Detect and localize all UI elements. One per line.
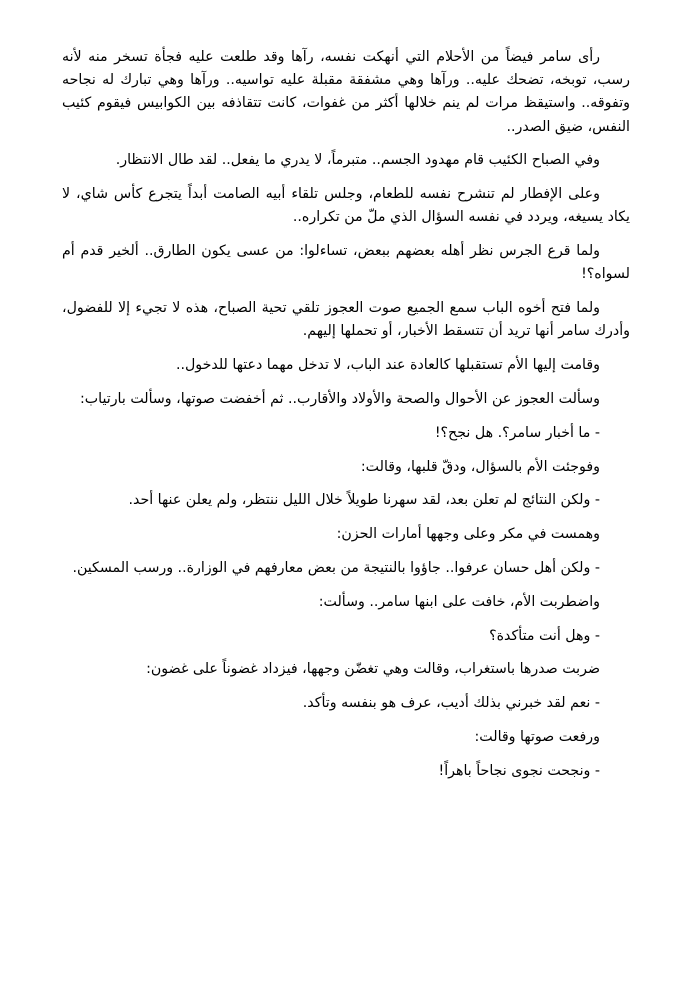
narration-line-1: وفوجئت الأم بالسؤال، ودقّ قلبها، وقالت: (360, 458, 600, 475)
paragraph-4: ولما قرع الجرس نظر أهله بعضهم ببعض، تساءلوا: من عسى يكون الطارق.. ألخير قدم أم لسواه؟! (62, 243, 630, 283)
dialogue-line-2: - ولكن النتائج لم تعلن بعد، لقد سهرنا طويلاً خلال الليل ننتظر، ولم يعلن عنها أحد. (128, 492, 600, 509)
paragraph-5: ولما فتح أخوه الباب سمع الجميع صوت العجوز تلقي تحية الصباح، هذه لا تجيء إلا للفضول، وأدرك سامر أنها تريد أن تتسقط الأخبار، أو تحملها إليهم. (62, 300, 630, 340)
dialogue-line-4: - وهل أنت متأكدة؟ (489, 627, 600, 644)
dialogue-line-3: - ولكن أهل حسان عرفوا.. جاؤوا بالنتيجة من بعض معارفهم في الوزارة.. ورسب المسكين. (72, 559, 600, 576)
paragraph-3: وعلى الإفطار لم تنشرح نفسه للطعام، وجلس تلقاء أبيه الصامت أبداً يتجرع كأس شاي، لا يكاد يسيغه، ويردد في نفسه السؤال الذي ملّ من تكراره.. (62, 186, 630, 226)
dialogue-line-6: - ونجحت نجوى نجاحاً باهراً! (438, 762, 600, 779)
narration-line-5: ورفعت صوتها وقالت: (474, 728, 600, 745)
dialogue-line-5: - نعم لقد خبرني بذلك أديب، عرف هو بنفسه وتأكد. (302, 695, 600, 712)
narration-line-2: وهمست في مكر وعلى وجهها أمارات الحزن: (336, 526, 600, 543)
paragraph-7: وسألت العجوز عن الأحوال والصحة والأولاد والأقارب.. ثم أخفضت صوتها، وسألت بارتياب: (80, 391, 600, 407)
paragraph-6: وقامت إليها الأم تستقبلها كالعادة عند الباب، لا تدخل مهما دعتها للدخول.. (175, 357, 600, 374)
dialogue-line-1: - ما أخبار سامر؟. هل نجح؟! (434, 424, 600, 441)
paragraph-1: رأى سامر فيضاً من الأحلام التي أنهكت نفسه، رآها وقد طلعت عليه فجأة تسخر منه لأنه رسب، توبخه، تضحك عليه.. ورآها وهي مشفقة مقبلة عليه تواسيه.. ورآها وهي تبارك له نجاحه وتفوقه.. واستيقظ مرات لم ينم خلالها أكثر من غفوات، كانت تتقاذفه بين الكوابيس فيقوم كئيب النفس، ضيق الصدر.. (62, 49, 630, 135)
paragraph-2: وفي الصباح الكئيب قام مهدود الجسم.. متبرماً، لا يدري ما يفعل.. لقد طال الانتظار. (115, 152, 600, 169)
narration-line-4: ضربت صدرها باستغراب، وقالت وهي تغضّن وجهها، فيزداد غضوناً على غضون: (146, 661, 600, 678)
narration-line-3: واضطربت الأم، خافت على ابنها سامر.. وسألت: (318, 593, 600, 610)
